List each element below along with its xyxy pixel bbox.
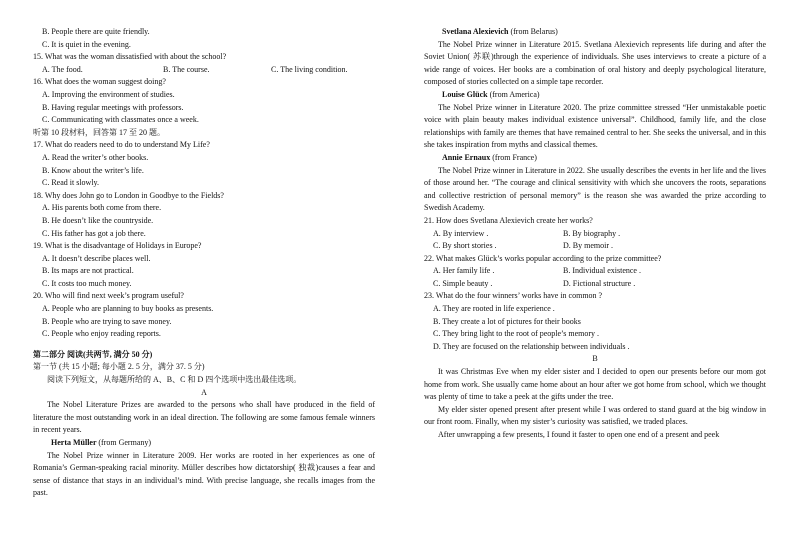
- winner-svetlana-from: (from Belarus): [510, 27, 558, 36]
- winner-herta-heading: [33, 437, 375, 450]
- part2-title: 第二部分 阅读(共两节, 满分 50 分): [33, 349, 153, 359]
- winner-annie-from: (from France): [492, 152, 537, 162]
- winner-herta-name: Herta Müller: [51, 438, 97, 447]
- q19-option-b: B. Its maps are not practical.: [42, 266, 134, 276]
- q18-option-a: A. His parents both come from there.: [42, 203, 162, 213]
- q18-option-c: C. His father has got a job there.: [42, 228, 146, 238]
- q21-option-b: B. By biography .: [563, 228, 621, 238]
- winner-louise-name: Louise Glück: [442, 89, 488, 99]
- q17-option-b: B. Know about the writer’s life.: [42, 165, 144, 175]
- q15-stem: 15. What was the woman dissatisfied with about the school?: [33, 52, 227, 62]
- part2-instruction: 阅读下列短文，从每题所给的 A、B、C 和 D 四个选项中选出最佳选项。: [47, 375, 302, 385]
- part2-section1-heading: 第一节 (共 15 小题; 每小题 2. 5 分，满分 37. 5 分): [33, 362, 205, 372]
- q20-option-a: A. People who are planning to buy books as presents.: [42, 304, 214, 314]
- right-column: [424, 26, 766, 442]
- winner-annie-heading: [424, 152, 766, 165]
- winner-svetlana-heading: [424, 26, 766, 39]
- q20-option-b: B. People who are trying to save money.: [42, 316, 172, 326]
- q21-option-c: C. By short stories .: [433, 241, 497, 251]
- q22-option-c: C. Simple beauty .: [433, 278, 493, 288]
- q19-option-a: A. It doesn’t describe places well.: [42, 253, 151, 263]
- q22-option-d: D. Fictional structure .: [563, 278, 636, 288]
- q16-option-b: B. Having regular meetings with professors.: [42, 102, 184, 112]
- winner-annie-text: The Nobel Prize winner in Literature in 2022. She usually describes the events in her life and the lives of those around her. “The courage and clinical sensitivity with which she uncovers the roots, separations and collective restriction of personal memory” is the reason she was awarded the prize according to Swedish Academy.: [424, 165, 766, 213]
- q21-options-row2: [424, 240, 766, 253]
- q18-stem: 18. Why does John go to London in Goodbye to the Fields?: [33, 190, 224, 200]
- q22-options-row1: [424, 265, 766, 278]
- q22-options-row2: [424, 278, 766, 291]
- passage-a-intro: The Nobel Literature Prizes are awarded to the persons who shall have produced in the field of literature the most outstanding work in an ideal direction. The following are some famous female winners in recent years.: [33, 400, 375, 435]
- q19-stem: 19. What is the disadvantage of Holidays in Europe?: [33, 241, 202, 251]
- q17-option-c: C. Read it slowly.: [42, 178, 100, 188]
- q22-stem: 22. What makes Glück’s works popular according to the prize committee?: [424, 253, 662, 263]
- listening-section-instruction: 听第 10 段材料，回答第 17 至 20 题。: [33, 127, 165, 137]
- winner-annie-name: Annie Ernaux: [442, 152, 491, 162]
- winner-svetlana-text: The Nobel Prize winner in Literature 2015. Svetlana Alexievich represents life during and after the Soviet Union( 苏联)through the experience of individuals. She uses interviews to create a picture of a wide range of voices. Her books are a combination of oral history and deeply psychological literature, composed of stories collected on a simple tape recorder.: [424, 39, 766, 87]
- passage-a-label: A: [201, 387, 207, 397]
- q18-option-b: B. He doesn’t like the countryside.: [42, 215, 154, 225]
- q20-option-c: C. People who enjoy reading reports.: [42, 329, 161, 339]
- q16-stem: 16. What does the woman suggest doing?: [33, 77, 166, 87]
- q14-option-c: C. It is quiet in the evening.: [42, 39, 131, 49]
- winner-louise-from: (from America): [489, 89, 540, 99]
- q23-option-b: B. They create a lot of pictures for their books: [433, 316, 581, 326]
- q21-option-d: D. By memoir .: [563, 241, 613, 251]
- q23-option-a: A. They are rooted in life experience .: [433, 304, 555, 314]
- q23-stem: 23. What do the four winners’ works have in common ?: [424, 291, 603, 301]
- q21-options-row1: [424, 228, 766, 241]
- passage-b-label: B: [592, 354, 598, 364]
- q23-option-c: C. They bring light to the root of people’s memory .: [433, 329, 600, 339]
- winner-louise-heading: [424, 89, 766, 102]
- q17-stem: 17. What do readers need to do to understand My Life?: [33, 140, 210, 150]
- passage-b-paragraph-1: It was Christmas Eve when my elder sister and I decided to open our presents before our mom got home from work. She usually came home about an hour after we got home from school, which we thought was plenty of time to take a peek at the gifts under the tree.: [424, 367, 766, 402]
- q23-option-d: D. They are focused on the relationship between individuals .: [433, 341, 630, 351]
- winner-herta-text: The Nobel Prize winner in Literature 2009. Her works are rooted in her experiences as one of Romania’s German-speaking racial minority. Müller describes how dictatorship( 独裁)causes a fear and sense of distance that stays in an individual’s mind. With precise language, she recalls images from the past.: [33, 450, 375, 498]
- left-column: [33, 26, 375, 500]
- winner-svetlana-name: Svetlana Alexievich: [442, 27, 509, 36]
- q14-option-b: B. People there are quite friendly.: [42, 27, 150, 36]
- passage-b-paragraph-3: After unwrapping a few presents, I found it faster to open one end of a present and peek: [438, 430, 720, 439]
- winner-herta-from: (from Germany): [98, 438, 152, 447]
- q16-option-c: C. Communicating with classmates once a week.: [42, 115, 199, 125]
- q22-option-b: B. Individual existence .: [563, 266, 641, 276]
- q22-option-a: A. Her family life .: [433, 266, 495, 276]
- q16-option-a: A. Improving the environment of studies.: [42, 89, 175, 99]
- q15-option-c: C. The living condition.: [271, 64, 348, 74]
- q15-option-b: B. The course.: [163, 64, 210, 74]
- passage-b-paragraph-2: My elder sister opened present after present while I was ordered to stand guard at the big window in our front room. Finally, when my sister’s curiosity was satisfied, we traded places.: [424, 404, 766, 427]
- q19-option-c: C. It costs too much money.: [42, 278, 132, 288]
- q21-option-a: A. By interview .: [433, 228, 489, 238]
- q15-option-a: A. The food.: [42, 64, 83, 74]
- q20-stem: 20. Who will find next week’s program useful?: [33, 291, 184, 301]
- q15-options: [33, 64, 375, 77]
- winner-louise-text: The Nobel Prize winner in Literature 2020. The prize committee stressed “Her unmistakable poetic voice with plain beauty makes individual existence universal”. Childhood, family life, and the close relationships with family are themes that have remained central to her. She seeks the universal, and in this she takes inspiration from myths and classical themes.: [424, 102, 766, 150]
- q21-stem: 21. How does Svetlana Alexievich create her works?: [424, 215, 593, 225]
- q17-option-a: A. Read the writer’s other books.: [42, 152, 149, 162]
